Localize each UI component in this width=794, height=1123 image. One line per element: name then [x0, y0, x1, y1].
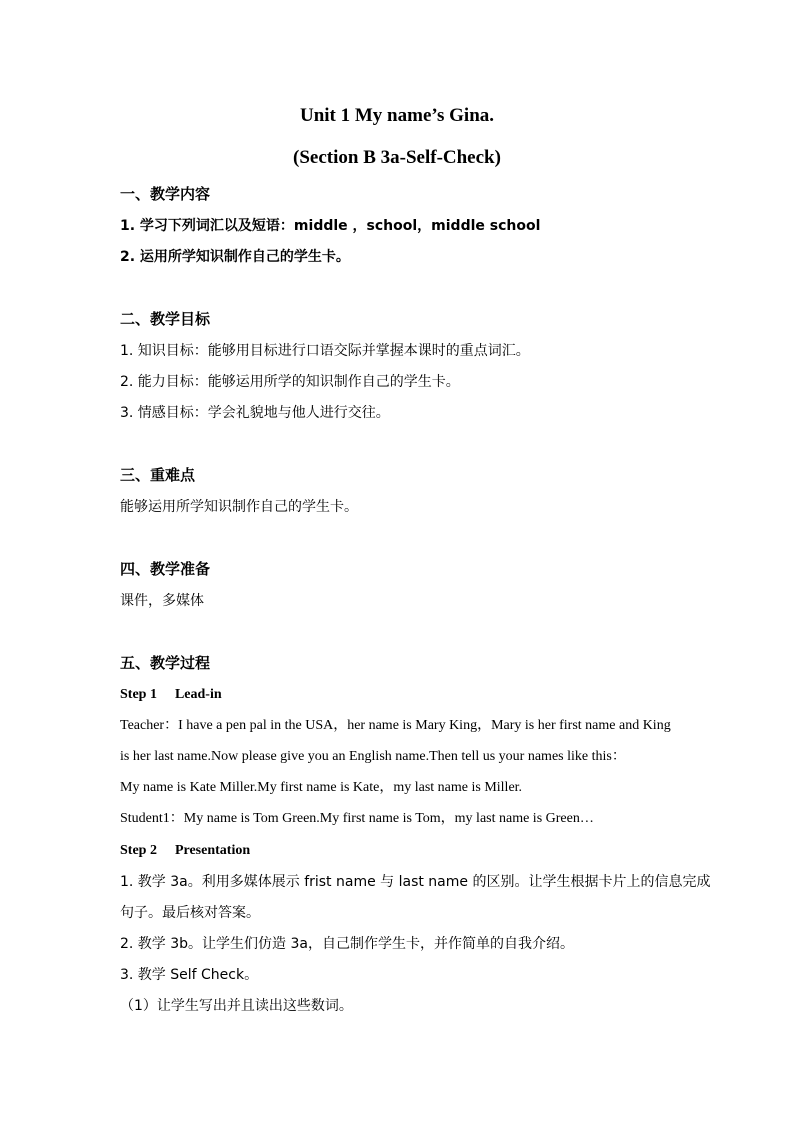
section-heading-goals: 二、教学目标 — [120, 310, 211, 328]
step-2-line-2: 句子。最后核对答案。 — [120, 905, 260, 921]
document-title: Unit 1 My name’s Gina. — [299, 105, 495, 126]
step-2-heading — [120, 842, 690, 860]
step-2-line-3: 2. 教学 3b。让学生们仿造 3a，自己制作学生卡，并作简单的自我介绍。 — [120, 936, 574, 952]
step-1-line-3: My name is Kate Miller.My first name is Kate，my last name is Miller. — [120, 780, 523, 795]
goal-item-1: 1. 知识目标：能够用目标进行口语交际并掌握本课时的重点词汇。 — [120, 343, 530, 359]
goal-item-2: 2. 能力目标：能够运用所学的知识制作自己的学生卡。 — [120, 374, 460, 390]
preparation-text: 课件，多媒体 — [120, 593, 204, 609]
step-1-line-1: Teacher：I have a pen pal in the USA，her name is Mary King，Mary is her first name and King — [120, 718, 671, 733]
step-2-line-1: 1. 教学 3a。利用多媒体展示 frist name 与 last name 的区别。让学生根据卡片上的信息完成 — [120, 874, 711, 890]
section-heading-process: 五、教学过程 — [120, 654, 211, 672]
goal-item-3: 3. 情感目标：学会礼貌地与他人进行交往。 — [120, 405, 390, 421]
step-2-line-5: （1）让学生写出并且读出这些数词。 — [120, 998, 353, 1014]
step-2-label: Step 2 — [120, 843, 157, 858]
step-1-line-2: is her last name.Now please give you an English name.Then tell us your names like this： — [120, 749, 626, 764]
step-1-name: Lead-in — [174, 687, 222, 702]
section-heading-key-points: 三、重难点 — [120, 466, 196, 484]
step-2-line-4: 3. 教学 Self Check。 — [120, 967, 259, 983]
section-heading-content: 一、教学内容 — [120, 185, 211, 203]
content-item-2: 2. 运用所学知识制作自己的学生卡。 — [120, 249, 350, 265]
key-points-text: 能够运用所学知识制作自己的学生卡。 — [120, 499, 358, 515]
content-item-1: 1. 学习下列词汇以及短语：middle ，school，middle school — [120, 218, 541, 234]
section-heading-preparation: 四、教学准备 — [120, 560, 211, 578]
step-2-name: Presentation — [174, 843, 251, 858]
step-1-heading — [120, 686, 690, 704]
step-1-line-4: Student1：My name is Tom Green.My first name is Tom，my last name is Green… — [120, 811, 594, 826]
step-1-label: Step 1 — [120, 687, 157, 702]
document-subtitle: (Section B 3a-Self-Check) — [293, 147, 501, 168]
